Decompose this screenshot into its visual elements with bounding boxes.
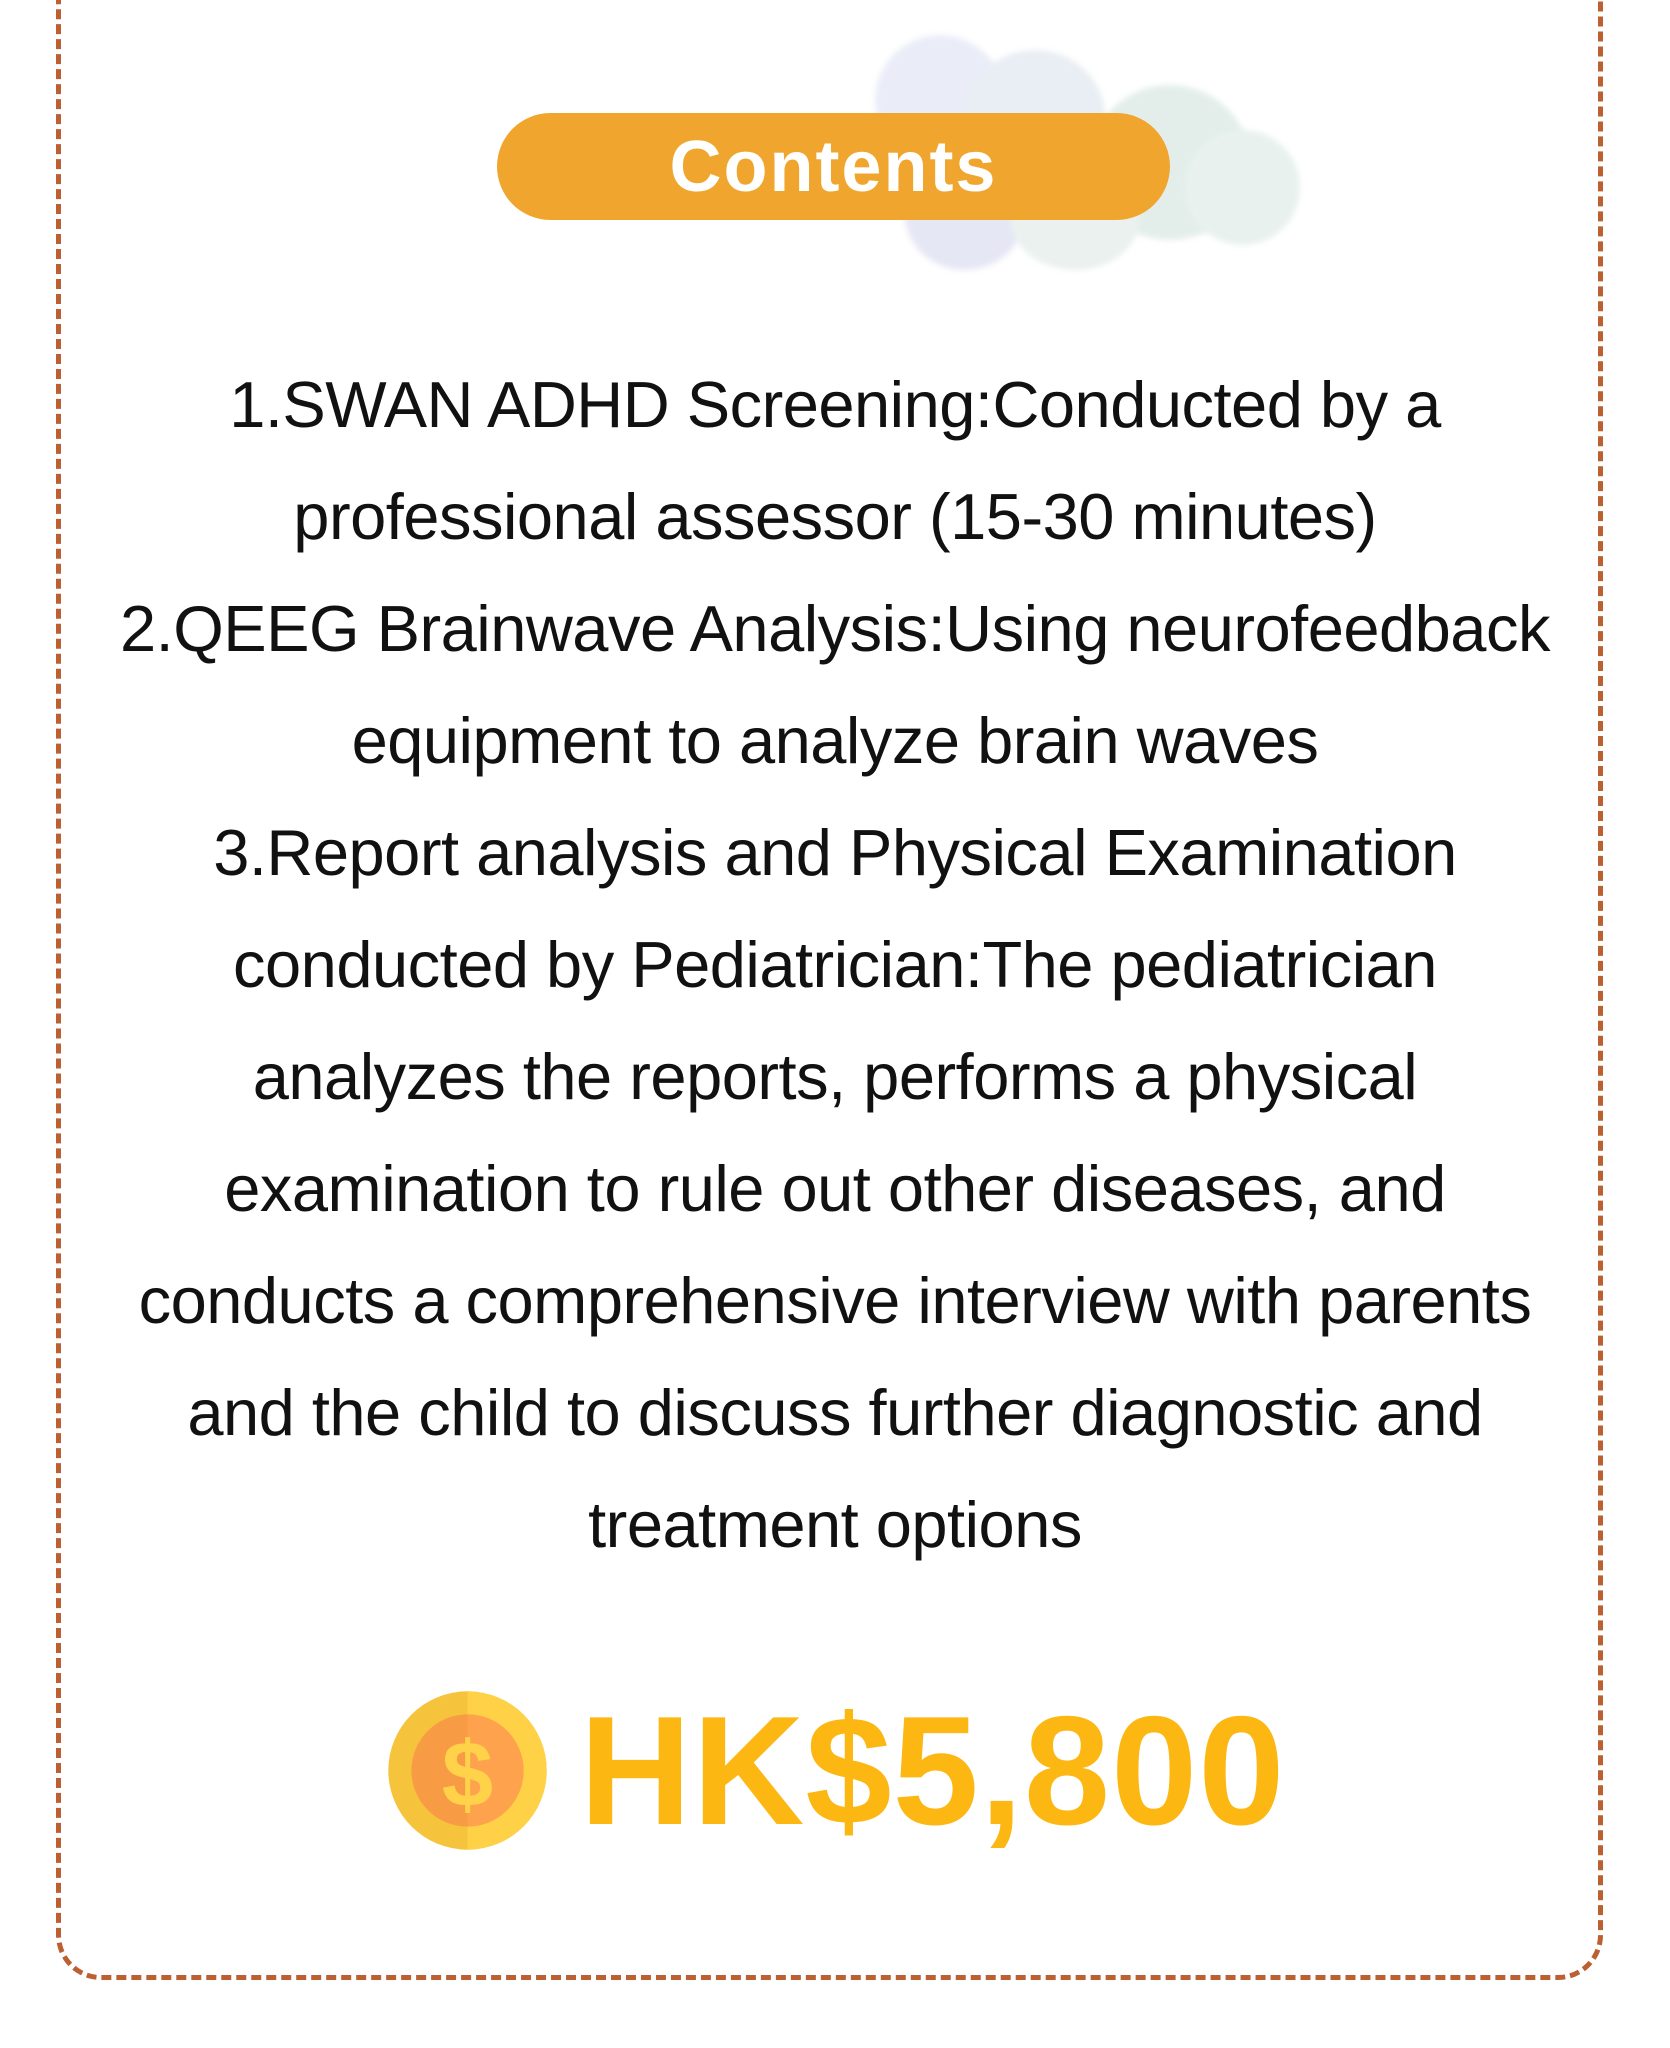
price-row	[0, 1684, 1670, 1857]
content-line: analyzes the reports, performs a physical	[252, 1040, 1418, 1113]
content-line: 2.QEEG Brainwave Analysis:Using neurofeedback	[120, 592, 1550, 665]
contents-list	[85, 349, 1585, 1581]
content-line: conducts a comprehensive interview with parents	[138, 1264, 1532, 1337]
dollar-coin-icon	[385, 1688, 550, 1853]
contents-header-pill	[497, 113, 1170, 220]
content-line: equipment to analyze brain waves	[351, 704, 1319, 777]
content-line: professional assessor (15-30 minutes)	[293, 480, 1377, 553]
content-line: examination to rule out other diseases, and	[224, 1152, 1446, 1225]
content-line: and the child to discuss further diagnostic and	[187, 1376, 1483, 1449]
dollar-sign: $	[441, 1721, 493, 1826]
content-line: conducted by Pediatrician:The pediatrician	[233, 928, 1437, 1001]
content-line: 3.Report analysis and Physical Examination	[213, 816, 1457, 889]
content-line: 1.SWAN ADHD Screening:Conducted by a	[229, 368, 1441, 441]
page-title: Contents	[669, 126, 998, 207]
cloud-blob	[1185, 130, 1300, 245]
content-line: treatment options	[588, 1488, 1082, 1561]
price-amount: HK$5,800	[579, 1684, 1286, 1857]
